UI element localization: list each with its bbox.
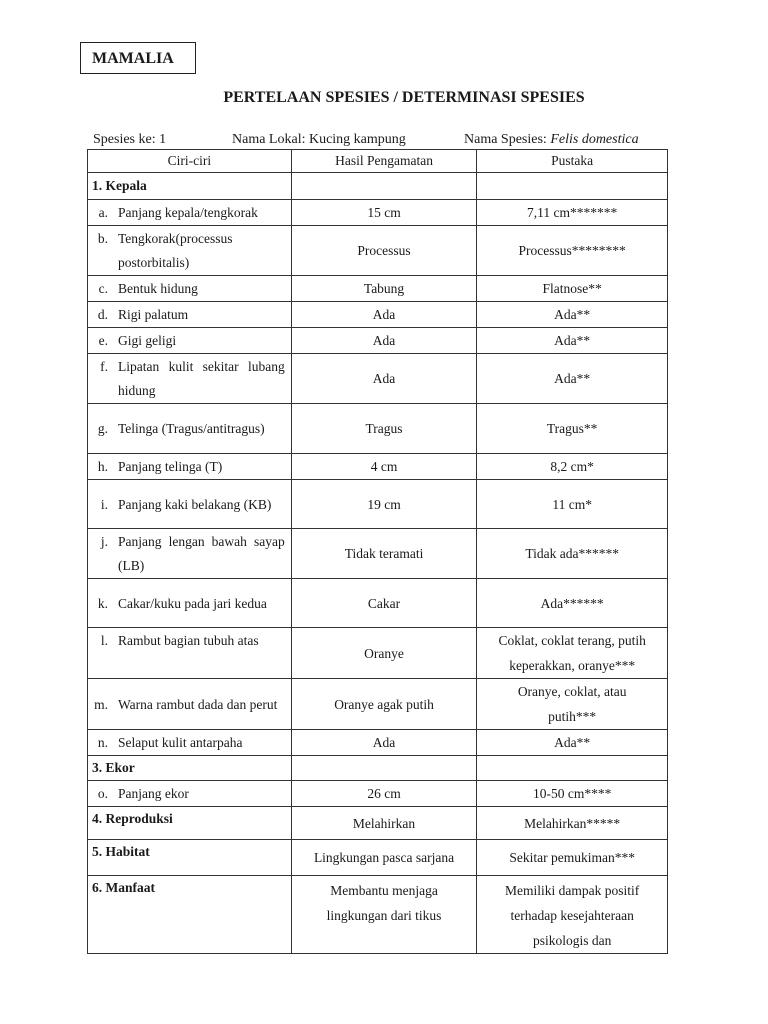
row-hasil: Oranye agak putih [291, 679, 477, 730]
row-hasil: Ada [291, 730, 477, 756]
local-name: Nama Lokal: Kucing kampung [232, 132, 406, 147]
section-habitat: 5. Habitat [88, 840, 292, 876]
row-letter: o. [97, 786, 108, 801]
row-letter: h. [97, 459, 108, 474]
section-row [88, 173, 668, 200]
category-box: MAMALIA [80, 42, 196, 74]
row-pustaka: Tragus** [477, 404, 668, 454]
section-row [88, 756, 668, 781]
row-hasil: Oranye [291, 628, 477, 679]
row-pustaka: Tidak ada****** [477, 529, 668, 579]
table-row [88, 730, 668, 756]
table-row [88, 404, 668, 454]
table-row [88, 354, 668, 404]
table-row [88, 529, 668, 579]
manfaat-hasil: Membantu menjaga lingkungan dari tikus [291, 876, 477, 954]
row-hasil: 15 cm [291, 200, 477, 226]
table-row [88, 200, 668, 226]
row-letter: n. [97, 735, 108, 750]
row-letter: c. [98, 281, 108, 296]
section-reproduksi: 4. Reproduksi [88, 807, 292, 840]
row-letter: i. [100, 496, 108, 512]
section-row [88, 840, 668, 876]
species-name-label: Nama Spesies: [464, 132, 551, 147]
row-hasil: Ada [291, 302, 477, 328]
row-letter: k. [97, 595, 108, 611]
row-letter: l. [100, 633, 108, 648]
species-name-value: Felis domestica [550, 132, 639, 147]
row-hasil: Cakar [291, 579, 477, 628]
table-row [88, 579, 668, 628]
determination-table [87, 149, 668, 954]
table-row [88, 454, 668, 480]
row-pustaka: 7,11 cm******* [477, 200, 668, 226]
reproduksi-hasil: Melahirkan [291, 807, 477, 840]
section-row [88, 876, 668, 954]
row-criterion: Telinga (Tragus/antitragus) [118, 421, 265, 436]
header-ciri: Ciri-ciri [88, 150, 292, 173]
row-pustaka: Processus******** [477, 226, 668, 276]
habitat-hasil: Lingkungan pasca sarjana [291, 840, 477, 876]
row-hasil: Tidak teramati [291, 529, 477, 579]
section-row [88, 807, 668, 840]
row-letter: g. [97, 421, 108, 436]
row-criterion: Selaput kulit antarpaha [118, 735, 243, 750]
table-row [88, 302, 668, 328]
row-pustaka: 10-50 cm**** [477, 781, 668, 807]
row-pustaka: Flatnose** [477, 276, 668, 302]
row-pustaka: Ada****** [477, 579, 668, 628]
row-pustaka: Coklat, coklat terang, putih keperakkan, oranye*** [477, 628, 668, 679]
header-pustaka: Pustaka [477, 150, 668, 173]
row-pustaka: Ada** [477, 730, 668, 756]
table-row [88, 276, 668, 302]
row-pustaka: 11 cm* [477, 480, 668, 529]
row-criterion: Gigi geligi [118, 333, 177, 348]
row-hasil: Tragus [291, 404, 477, 454]
row-criterion: Panjang kepala/tengkorak [118, 205, 258, 220]
row-letter: b. [97, 231, 108, 246]
row-hasil: 4 cm [291, 454, 477, 480]
row-pustaka: Ada** [477, 302, 668, 328]
row-letter: j. [100, 534, 108, 549]
row-hasil: 19 cm [291, 480, 477, 529]
header-row [88, 150, 668, 173]
table-row [88, 226, 668, 276]
table-row [88, 628, 668, 679]
table-row [88, 480, 668, 529]
header-hasil: Hasil Pengamatan [291, 150, 477, 173]
row-hasil: Tabung [291, 276, 477, 302]
reproduksi-pustaka: Melahirkan***** [477, 807, 668, 840]
row-hasil: 26 cm [291, 781, 477, 807]
row-hasil: Ada [291, 354, 477, 404]
table-row [88, 328, 668, 354]
row-letter: e. [98, 333, 108, 348]
row-criterion: Panjang kaki belakang (KB) [118, 496, 272, 512]
row-criterion: Tengkorak(processus postorbitalis) [118, 231, 233, 270]
row-pustaka: Ada** [477, 328, 668, 354]
row-hasil: Processus [291, 226, 477, 276]
section-ekor: 3. Ekor [88, 756, 292, 781]
row-criterion: Bentuk hidung [118, 281, 198, 296]
document-title: PERTELAAN SPESIES / DETERMINASI SPESIES [223, 89, 585, 106]
row-letter: a. [98, 205, 108, 220]
species-number: Spesies ke: 1 [93, 132, 167, 147]
row-pustaka: Ada** [477, 354, 668, 404]
manfaat-pustaka: Memiliki dampak positif terhadap kesejahteraan psikologis dan [477, 876, 668, 954]
row-criterion: Cakar/kuku pada jari kedua [118, 595, 267, 611]
row-criterion: Panjang ekor [118, 786, 189, 801]
species-name [464, 132, 639, 148]
row-letter: m. [94, 696, 108, 712]
row-letter: f. [100, 359, 108, 374]
row-criterion: Rambut bagian tubuh atas [118, 633, 259, 648]
row-pustaka: 8,2 cm* [477, 454, 668, 480]
row-criterion: Warna rambut dada dan perut [118, 696, 278, 712]
row-letter: d. [97, 307, 108, 322]
row-criterion: Panjang telinga (T) [118, 459, 223, 474]
table-row [88, 679, 668, 730]
table-row [88, 781, 668, 807]
row-criterion: Panjang lengan bawah sayap (LB) [118, 534, 285, 573]
row-criterion: Lipatan kulit sekitar lubang hidung [118, 359, 285, 398]
section-manfaat: 6. Manfaat [88, 876, 292, 954]
section-kepala: 1. Kepala [88, 173, 292, 200]
row-hasil: Ada [291, 328, 477, 354]
row-pustaka: Oranye, coklat, atau putih*** [477, 679, 668, 730]
habitat-pustaka: Sekitar pemukiman*** [477, 840, 668, 876]
row-criterion: Rigi palatum [118, 307, 189, 322]
